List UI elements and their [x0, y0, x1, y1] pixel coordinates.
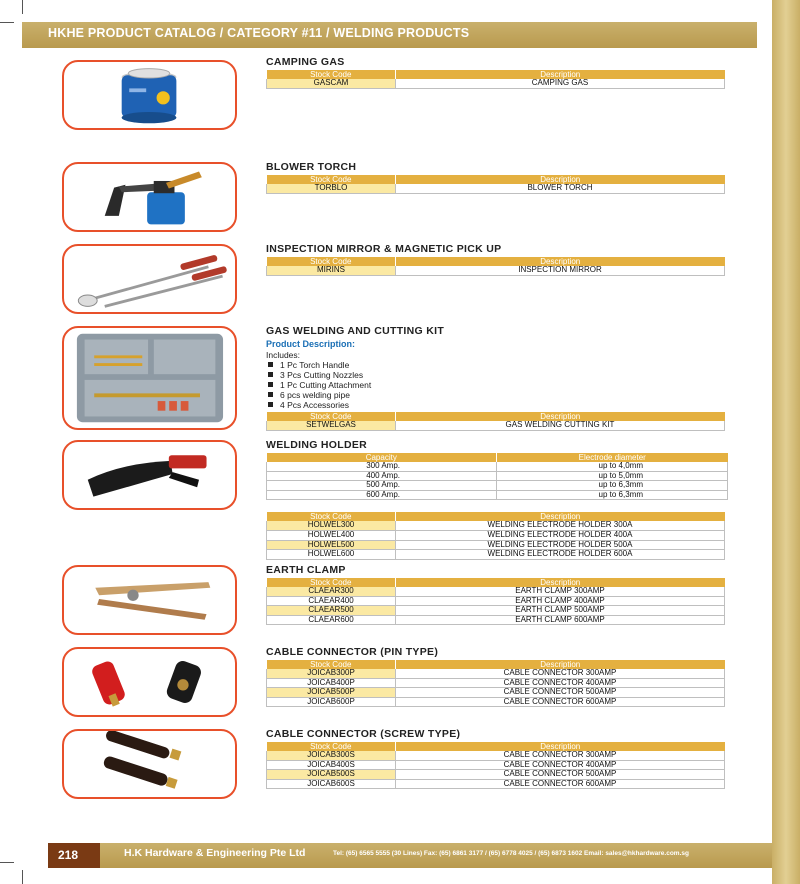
- page-number: 218: [58, 848, 79, 862]
- table-row: JOICAB600S CABLE CONNECTOR 600AMP: [267, 779, 725, 789]
- stock-code-header: Stock Code: [267, 660, 396, 669]
- company-name: H.K Hardware & Engineering Pte Ltd: [124, 847, 306, 859]
- table-row: HOLWEL500 WELDING ELECTRODE HOLDER 500A: [267, 540, 725, 550]
- section-title: BLOWER TORCH: [266, 161, 357, 173]
- stock-code-header: Stock Code: [267, 412, 396, 421]
- stock-code-header: Stock Code: [267, 257, 396, 266]
- stock-table: [266, 412, 725, 431]
- crop-mark: [0, 862, 14, 863]
- section-title: EARTH CLAMP: [266, 564, 346, 576]
- bullet-icon: [268, 362, 273, 367]
- description-header: Description: [396, 578, 725, 587]
- stock-code-header: Stock Code: [267, 742, 396, 751]
- gas-welding-kit-image: [62, 326, 237, 430]
- welding-holder-image: [62, 440, 237, 510]
- stock-table: [266, 578, 725, 625]
- section-title: GAS WELDING AND CUTTING KIT: [266, 325, 445, 337]
- table-row: JOICAB500S CABLE CONNECTOR 500AMP: [267, 770, 725, 780]
- description-header: Description: [396, 412, 725, 421]
- table-row: CLAEAR500 EARTH CLAMP 500AMP: [267, 606, 725, 616]
- camping-gas-image: [62, 60, 237, 130]
- stock-code-header: Stock Code: [267, 578, 396, 587]
- product-description-label: Product Description:: [266, 339, 356, 349]
- page-spine: [772, 0, 800, 884]
- blower-torch-image: [62, 162, 237, 232]
- table-row: TORBLO BLOWER TORCH: [267, 184, 725, 193]
- list-item: 6 pcs welding pipe: [266, 390, 725, 400]
- earth-clamp-image: [62, 565, 237, 635]
- table-row: HOLWEL300 WELDING ELECTRODE HOLDER 300A: [267, 521, 725, 530]
- table-row: 500 Amp. up to 6,3mm: [267, 481, 728, 491]
- crop-mark: [0, 22, 14, 23]
- list-item: 1 Pc Torch Handle: [266, 360, 725, 370]
- description-header: Description: [396, 512, 725, 521]
- crop-mark: [22, 870, 23, 884]
- stock-table: [266, 70, 725, 89]
- bullet-icon: [268, 392, 273, 397]
- table-row: MIRINS INSPECTION MIRROR: [267, 266, 725, 275]
- list-item: 3 Pcs Cutting Nozzles: [266, 370, 725, 380]
- section-cable-connector-pin: [266, 646, 725, 707]
- includes-list: [266, 360, 725, 410]
- table-row: SETWELGAS GAS WELDING CUTTING KIT: [267, 421, 725, 430]
- table-row: HOLWEL400 WELDING ELECTRODE HOLDER 400A: [267, 530, 725, 540]
- table-row: 600 Amp. up to 6,3mm: [267, 490, 728, 500]
- stock-table: [266, 175, 725, 194]
- section-title: CAMPING GAS: [266, 56, 345, 68]
- description-header: Description: [396, 257, 725, 266]
- section-earth-clamp: [266, 564, 725, 625]
- description-header: Description: [396, 660, 725, 669]
- contact-info: Tel: (65) 6565 5555 (30 Lines) Fax: (65) 6861 3177 / (65) 6778 4025 / (65) 6873 1602 Email: sales@hkhardware.com.sg: [333, 850, 689, 857]
- bullet-icon: [268, 402, 273, 407]
- stock-table: [266, 257, 725, 276]
- section-cable-connector-screw: [266, 728, 725, 789]
- capacity-table: [266, 453, 728, 500]
- cable-connector-screw-image: [62, 729, 237, 799]
- table-row: JOICAB300P CABLE CONNECTOR 300AMP: [267, 669, 725, 678]
- section-blower-torch: [266, 161, 725, 194]
- stock-code-header: Stock Code: [267, 70, 396, 79]
- section-welding-holder: [266, 439, 725, 560]
- table-row: JOICAB300S CABLE CONNECTOR 300AMP: [267, 751, 725, 760]
- table-row: GASCAM CAMPING GAS: [267, 79, 725, 88]
- section-title: WELDING HOLDER: [266, 439, 368, 451]
- table-row: 300 Amp. up to 4,0mm: [267, 462, 728, 471]
- section-camping-gas: [266, 56, 725, 89]
- list-item: 1 Pc Cutting Attachment: [266, 380, 725, 390]
- stock-code-header: Stock Code: [267, 175, 396, 184]
- inspection-mirror-image: [62, 244, 237, 314]
- table-row: JOICAB500P CABLE CONNECTOR 500AMP: [267, 688, 725, 698]
- table-row: CLAEAR300 EARTH CLAMP 300AMP: [267, 587, 725, 596]
- crop-mark: [22, 0, 23, 14]
- page-number-box: [48, 843, 100, 868]
- table-row: CLAEAR400 EARTH CLAMP 400AMP: [267, 596, 725, 606]
- stock-table: [266, 742, 725, 789]
- table-row: 400 Amp. up to 5,0mm: [267, 471, 728, 481]
- table-row: JOICAB600P CABLE CONNECTOR 600AMP: [267, 697, 725, 707]
- bullet-icon: [268, 372, 273, 377]
- table-row: HOLWEL600 WELDING ELECTRODE HOLDER 600A: [267, 550, 725, 560]
- stock-table: [266, 660, 725, 707]
- description-header: Description: [396, 70, 725, 79]
- includes-label: Includes:: [266, 350, 301, 360]
- section-title: CABLE CONNECTOR (SCREW TYPE): [266, 728, 461, 740]
- description-header: Description: [396, 175, 725, 184]
- page-title: HKHE PRODUCT CATALOG / CATEGORY #11 / WELDING PRODUCTS: [48, 26, 470, 40]
- description-header: Description: [396, 742, 725, 751]
- section-gas-welding-kit: [266, 325, 725, 431]
- table-row: JOICAB400P CABLE CONNECTOR 400AMP: [267, 678, 725, 688]
- section-inspection-mirror: [266, 243, 725, 276]
- capacity-header: Capacity: [267, 453, 497, 462]
- stock-table: [266, 512, 725, 559]
- bullet-icon: [268, 382, 273, 387]
- stock-code-header: Stock Code: [267, 512, 396, 521]
- table-row: CLAEAR600 EARTH CLAMP 600AMP: [267, 615, 725, 625]
- cable-connector-pin-image: [62, 647, 237, 717]
- header-banner: [22, 22, 757, 48]
- list-item: 4 Pcs Accessories: [266, 400, 725, 410]
- section-title: INSPECTION MIRROR & MAGNETIC PICK UP: [266, 243, 502, 255]
- section-title: CABLE CONNECTOR (PIN TYPE): [266, 646, 439, 658]
- table-row: JOICAB400S CABLE CONNECTOR 400AMP: [267, 760, 725, 770]
- electrode-header: Electrode diameter: [497, 453, 728, 462]
